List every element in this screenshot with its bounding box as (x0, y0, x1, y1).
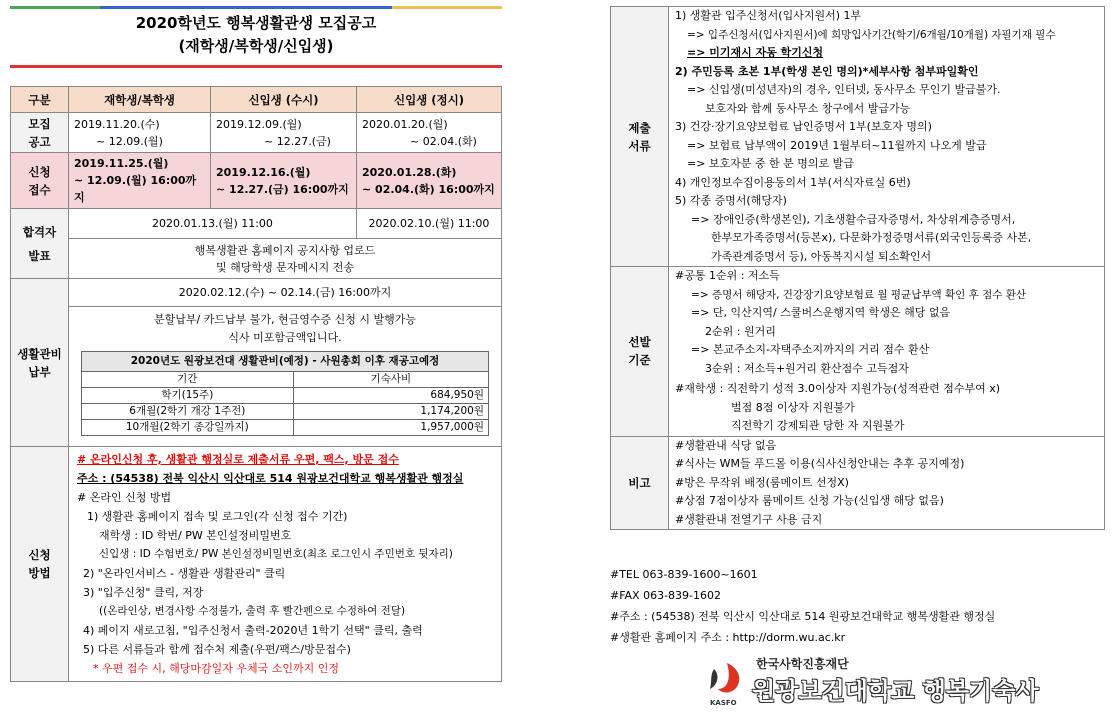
criteria-line: 3순위 : 저소득+원거리 환산점수 고득점자 (705, 361, 909, 375)
row-apply (11, 153, 502, 209)
docs-line: => 보험료 납부액이 2019년 1월부터~11월까지 나오게 발급 (687, 138, 987, 152)
row-fee-period (11, 279, 502, 307)
schedule-table (10, 86, 502, 682)
row-result-date (11, 209, 502, 239)
row-fee-detail (11, 307, 502, 447)
notes-line: #생활관내 전열기구 사용 금지 (675, 512, 823, 526)
result-note: 행복생활관 홈페이지 공지사항 업로드 및 해당학생 문자메시지 전송 (69, 239, 502, 279)
logo-foundation-name: 한국사학진흥재단 (756, 657, 849, 671)
header-early: 신입생 (수시) (211, 87, 357, 113)
notes-line: #식사는 WM들 푸드몰 이용(식사신청안내는 추후 공지예정) (675, 457, 965, 470)
result-date-b: 2020.02.10.(월) 11:00 (357, 209, 502, 239)
row-announce (11, 113, 502, 153)
method-line: 2) "온라인서비스 - 생활관 생활관리" 클릭 (83, 567, 286, 580)
fee-row: 학기(15주) 684,950원 (82, 388, 489, 404)
fee-col-amount: 기숙사비 (293, 372, 488, 388)
apply-early: 2019.12.16.(월) ~ 12.27.(금) 16:00까지 (211, 153, 357, 209)
criteria-line: 2순위 : 원거리 (705, 324, 776, 338)
row-label-criteria: 선발 기준 (611, 267, 669, 437)
page-title: 2020학년도 행복생활관생 모집공고 (135, 14, 377, 32)
table-header-row (11, 87, 502, 113)
criteria-line: => 증명서 해당자, 건강장기요양보험료 월 평균납부액 확인 후 점수 환산 (691, 288, 1026, 301)
criteria-line: 직전학기 강제퇴관 당한 자 지원불가 (731, 419, 905, 432)
right-column (610, 6, 1105, 530)
method-line: 1) 생활관 홈페이지 접속 및 로그인(각 신청 접수 기간) (87, 510, 348, 523)
left-column (10, 6, 502, 682)
method-line: 4) 페이지 새로고침, "입주신청서 출력-2020년 1학기 선택" 클릭, 출력 (83, 624, 423, 637)
page-subtitle: (재학생/복학생/신입생) (178, 37, 334, 55)
fee-period: 2020.02.12.(수) ~ 02.14.(금) 16:00까지 (69, 279, 502, 307)
logo-mark-text: KASFO (710, 699, 737, 707)
notes-content (669, 436, 1105, 530)
docs-content (669, 7, 1105, 267)
docs-line: 4) 개인정보수집이용동의서 1부(서식자료실 6번) (675, 175, 911, 189)
notes-line: #생활관내 식당 없음 (675, 438, 777, 452)
docs-line: => 신입생(미성년자)의 경우, 인터넷, 동사무소 무인기 발급불가. (687, 83, 1001, 96)
row-label-apply: 신청 접수 (11, 153, 69, 209)
row-result-note (11, 239, 502, 279)
row-label-method: 신청 방법 (11, 447, 69, 682)
notes-line: #방은 무작위 배정(룸메이트 선정X) (675, 475, 849, 489)
announce-regular: 2020.01.20.(월) ~ 02.04.(화) (357, 113, 502, 153)
contact-address: #주소 : (54538) 전북 익산시 익산대로 514 원광보건대학교 행복생활관 행정실 (610, 610, 996, 623)
criteria-line: 벌점 8점 이상자 지원불가 (731, 400, 855, 414)
logo-dorm-name: 원광보건대학교 행복기숙사 (752, 677, 1039, 705)
row-notes (611, 436, 1105, 530)
contact-tel: #TEL 063-839-1600~1601 (610, 568, 758, 581)
fee-col-period: 기간 (82, 372, 294, 388)
row-label-announce: 모집 공고 (11, 113, 69, 153)
fee-table (81, 351, 489, 436)
contact-fax: #FAX 063-839-1602 (610, 589, 722, 602)
row-label-docs: 제출 서류 (611, 7, 669, 267)
title-banner (10, 6, 502, 66)
docs-line: 5) 각종 증명서(해당자) (675, 194, 787, 207)
docs-line: => 장애인증(학생본인), 기초생활수급자증명서, 차상위계층증명서, (691, 212, 1016, 226)
title-rule (10, 65, 502, 68)
kasfo-logo-icon (706, 659, 748, 701)
contact-info (610, 564, 995, 648)
result-date-a: 2020.01.13.(월) 11:00 (69, 209, 357, 239)
requirements-table (610, 6, 1105, 530)
row-label-fee: 생활관비 납부 (11, 279, 69, 447)
title-accent-yellow (392, 6, 502, 9)
method-line: 신입생 : ID 수험번호/ PW 본인설정비밀번호(최초 로그인시 주민번호 뒷자리) (99, 548, 453, 560)
row-label-result: 합격자 발표 (11, 209, 69, 279)
fee-detail: 분할납부/ 카드납부 불가, 현금영수증 신청 시 발행가능 식사 미포함금액입니다. 2020년도 원광보건대 생활관비(예정) - 사원총회 이후 재공고예정 기간 기숙사비 학기(15주) 684,950원 6개월(2학기 개강 1주전) 1,174,200원 10개월(2학기 종강일까지) 1,957,000원 (69, 307, 502, 447)
method-line: # 온라인신청 후, 생활관 행정실로 제출서류 우편, 팩스, 방문 접수 (77, 453, 399, 466)
docs-line: 2) 주민등록 초본 1부(학생 본인 명의)*세부사항 첨부파일확인 (675, 64, 979, 78)
fee-table-title: 2020년도 원광보건대 생활관비(예정) - 사원총회 이후 재공고예정 (82, 352, 489, 372)
method-line: 재학생 : ID 학번/ PW 본인설정비밀번호 (99, 529, 292, 542)
announce-early: 2019.12.09.(월) ~ 12.27.(금) (211, 113, 357, 153)
method-line: 주소 : (54538) 전북 익산시 익산대로 514 원광보건대학교 행복생활관 행정실 (77, 472, 464, 485)
header-regular: 신입생 (정시) (357, 87, 502, 113)
row-label-notes: 비고 (611, 436, 669, 530)
criteria-content (669, 267, 1105, 437)
apply-current: 2019.11.25.(월) ~ 12.09.(월) 16:00까지 (69, 153, 211, 209)
contact-homepage: #생활관 홈페이지 주소 : http://dorm.wu.ac.kr (610, 631, 846, 644)
title-accent-green (10, 6, 100, 9)
fee-row: 10개월(2학기 종강일까지) 1,957,000원 (82, 420, 489, 436)
criteria-line: #공통 1순위 : 저소득 (675, 269, 780, 282)
method-line: # 온라인 신청 방법 (77, 491, 172, 504)
method-line: ((온라인상, 변경사항 수정불가, 출력 후 빨간펜으로 수정하여 전달) (99, 605, 406, 617)
row-criteria (611, 267, 1105, 437)
dormitory-logo (706, 655, 1039, 711)
apply-regular: 2020.01.28.(화) ~ 02.04.(화) 16:00까지 (357, 153, 502, 209)
docs-line: 보호자와 함께 동사무소 창구에서 발급가능 (705, 101, 911, 115)
docs-line: => 미기재시 자동 학기신청 (687, 46, 824, 59)
header-current: 재학생/복학생 (69, 87, 211, 113)
docs-line: => 입주신청서(입사지원서)에 희망입사기간(학기/6개월/10개월) 자필기재 필수 (687, 28, 1056, 41)
docs-line: 가족관계증명서 등), 아동복지시설 퇴소확인서 (711, 249, 932, 263)
docs-line: => 보호자분 중 한 분 명의로 발급 (687, 157, 854, 170)
header-category: 구분 (11, 87, 69, 113)
docs-line: 3) 건강·장기요양보험료 납인증명서 1부(보호자 명의) (675, 120, 932, 133)
announce-current: 2019.11.20.(수) ~ 12.09.(월) (69, 113, 211, 153)
row-docs (611, 7, 1105, 267)
notes-line: #상점 7점이상자 룸메이트 신청 가능(신입생 해당 없음) (675, 494, 944, 507)
row-method (11, 447, 502, 682)
criteria-line: => 본교주소지-자택주소지까지의 거리 점수 환산 (691, 343, 930, 356)
docs-line: 한부모가족증명서(등본x), 다문화가정증명서류(외국인등록증 사본, (711, 231, 1032, 244)
fee-row: 6개월(2학기 개강 1주전) 1,174,200원 (82, 404, 489, 420)
docs-line: 1) 생활관 입주신청서(입사지원서) 1부 (675, 9, 862, 22)
method-line: 3) "입주신청" 클릭, 저장 (83, 586, 204, 599)
criteria-line: => 단, 익산지역/ 스쿨버스운행지역 학생은 해당 없음 (691, 306, 951, 319)
method-content (69, 447, 502, 682)
method-line: * 우편 접수 시, 해당마감일자 우체국 소인까지 인정 (93, 662, 339, 675)
criteria-line: #재학생 : 직전학기 성적 3.0이상자 지원가능(성적관련 점수부여 x) (675, 382, 1001, 395)
method-line: 5) 다른 서류들과 함께 접수처 제출(우편/팩스/방문접수) (83, 643, 351, 656)
